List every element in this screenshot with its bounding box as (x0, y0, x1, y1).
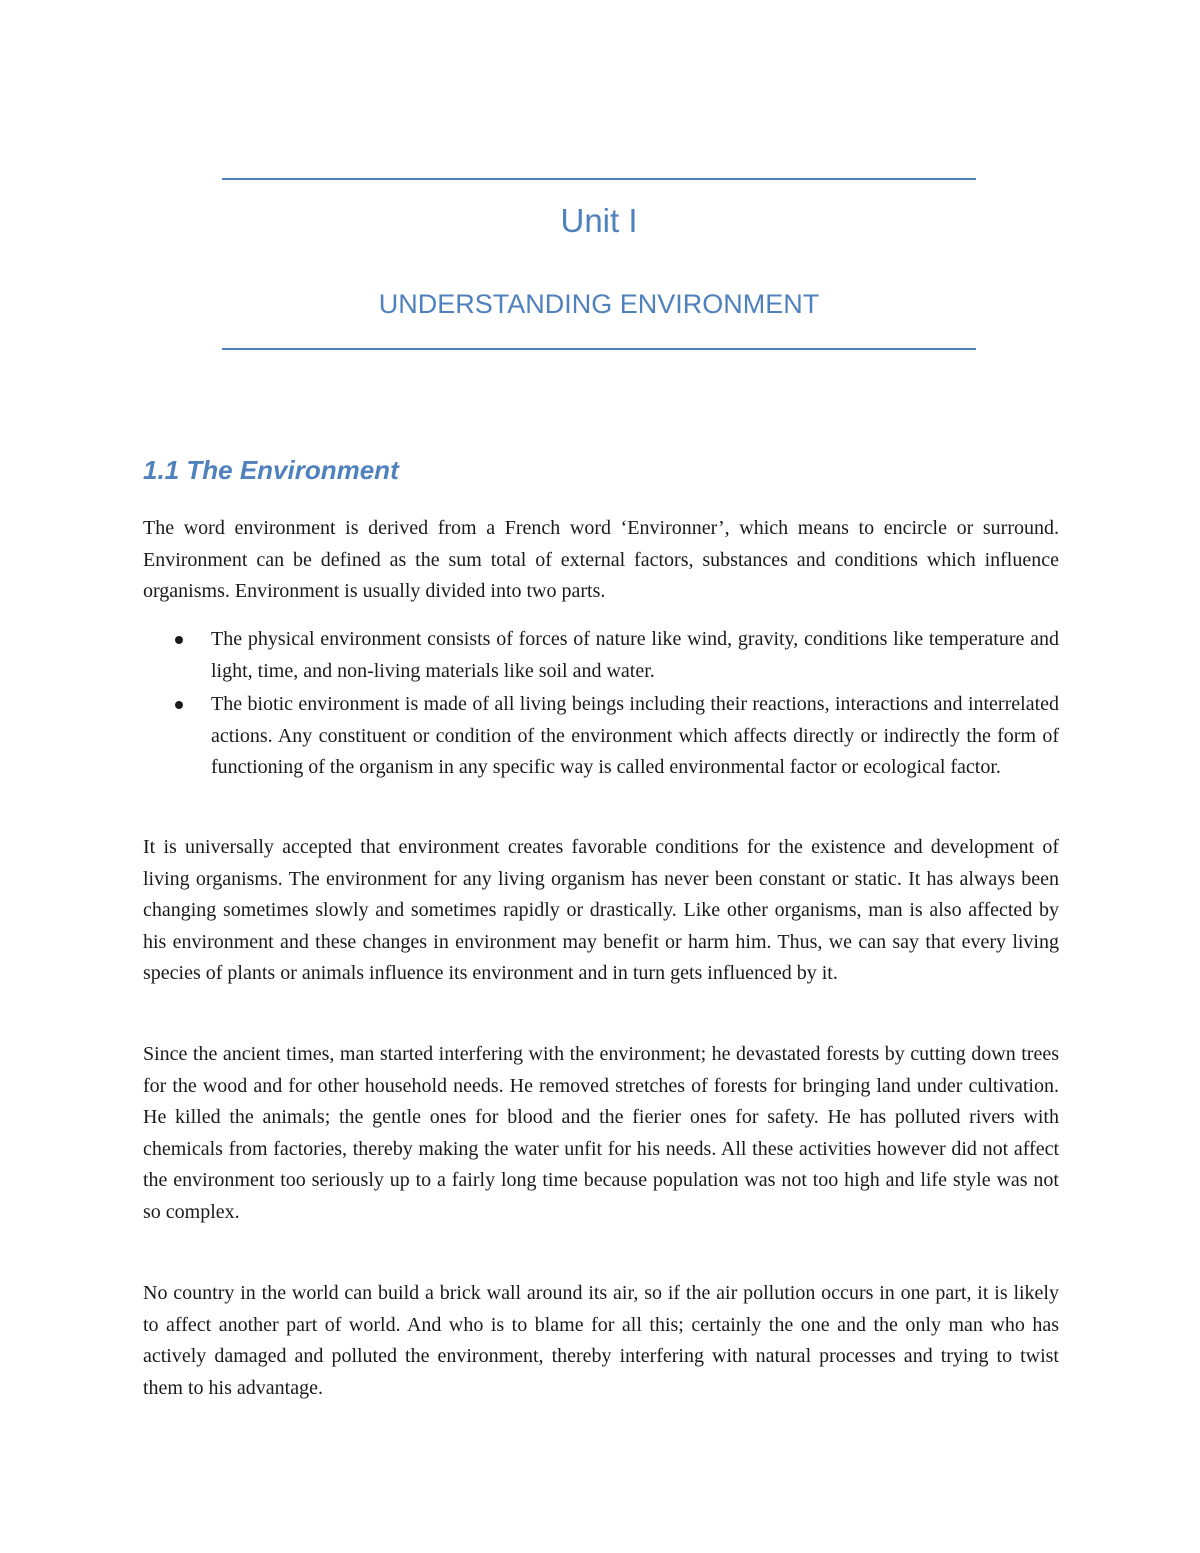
paragraph-intro: The word environment is derived from a French word ‘Environner’, which means to encircle or surround. Environment can be defined as the sum total of external factors, substances and conditions which influence organisms. Environment is usually divided into two parts. (143, 517, 1059, 602)
paragraph-universal: It is universally accepted that environment creates favorable conditions for the existence and development of living organisms. The environment for any living organism has never been constant or static. It has always been changing sometimes slowly and sometimes rapidly or drastically. Like other organisms, man is also affected by his environment and these changes in environment may benefit or harm him. Thus, we can say that every living species of plants or animals influence its environment and in turn gets influenced by it. (143, 836, 1059, 984)
header-top-rule (222, 178, 976, 180)
section-heading: 1.1 The Environment (143, 455, 399, 485)
bullet-dot-icon (175, 701, 183, 709)
bullet-text: The biotic environment is made of all living beings including their reactions, interactions and interrelated actions. Any constituent or condition of the environment which affects directly or indirectly the form of functioning of the organism in any specific way is called environmental factor or ecological factor. (211, 693, 1059, 778)
paragraph-air-pollution: No country in the world can build a brick wall around its air, so if the air pollution occurs in one part, it is likely to affect another part of world. And who is to blame for all this; certainly the one and the only man who has actively damaged and polluted the environment, thereby interfering with natural processes and trying to twist them to his advantage. (143, 1282, 1059, 1399)
bullet-list (143, 624, 1059, 786)
bullet-text: The physical environment consists of forces of nature like wind, gravity, conditions like temperature and light, time, and non-living materials like soil and water. (211, 628, 1059, 682)
header-bottom-rule (222, 348, 976, 350)
bullet-item-physical (143, 624, 1059, 687)
bullet-item-biotic (143, 689, 1059, 784)
paragraph-ancient-times: Since the ancient times, man started interfering with the environment; he devastated forests by cutting down trees for the wood and for other household needs. He removed stretches of forests for bringing land under cultivation. He killed the animals; the gentle ones for blood and the fierier ones for safety. He has polluted rivers with chemicals from factories, thereby making the water unfit for his needs. All these activities however did not affect the environment too seriously up to a fairly long time because population was not too high and life style was not so complex. (143, 1043, 1059, 1223)
unit-subtitle: UNDERSTANDING ENVIRONMENT (378, 289, 820, 319)
unit-title: Unit I (560, 202, 638, 239)
bullet-dot-icon (175, 636, 183, 644)
